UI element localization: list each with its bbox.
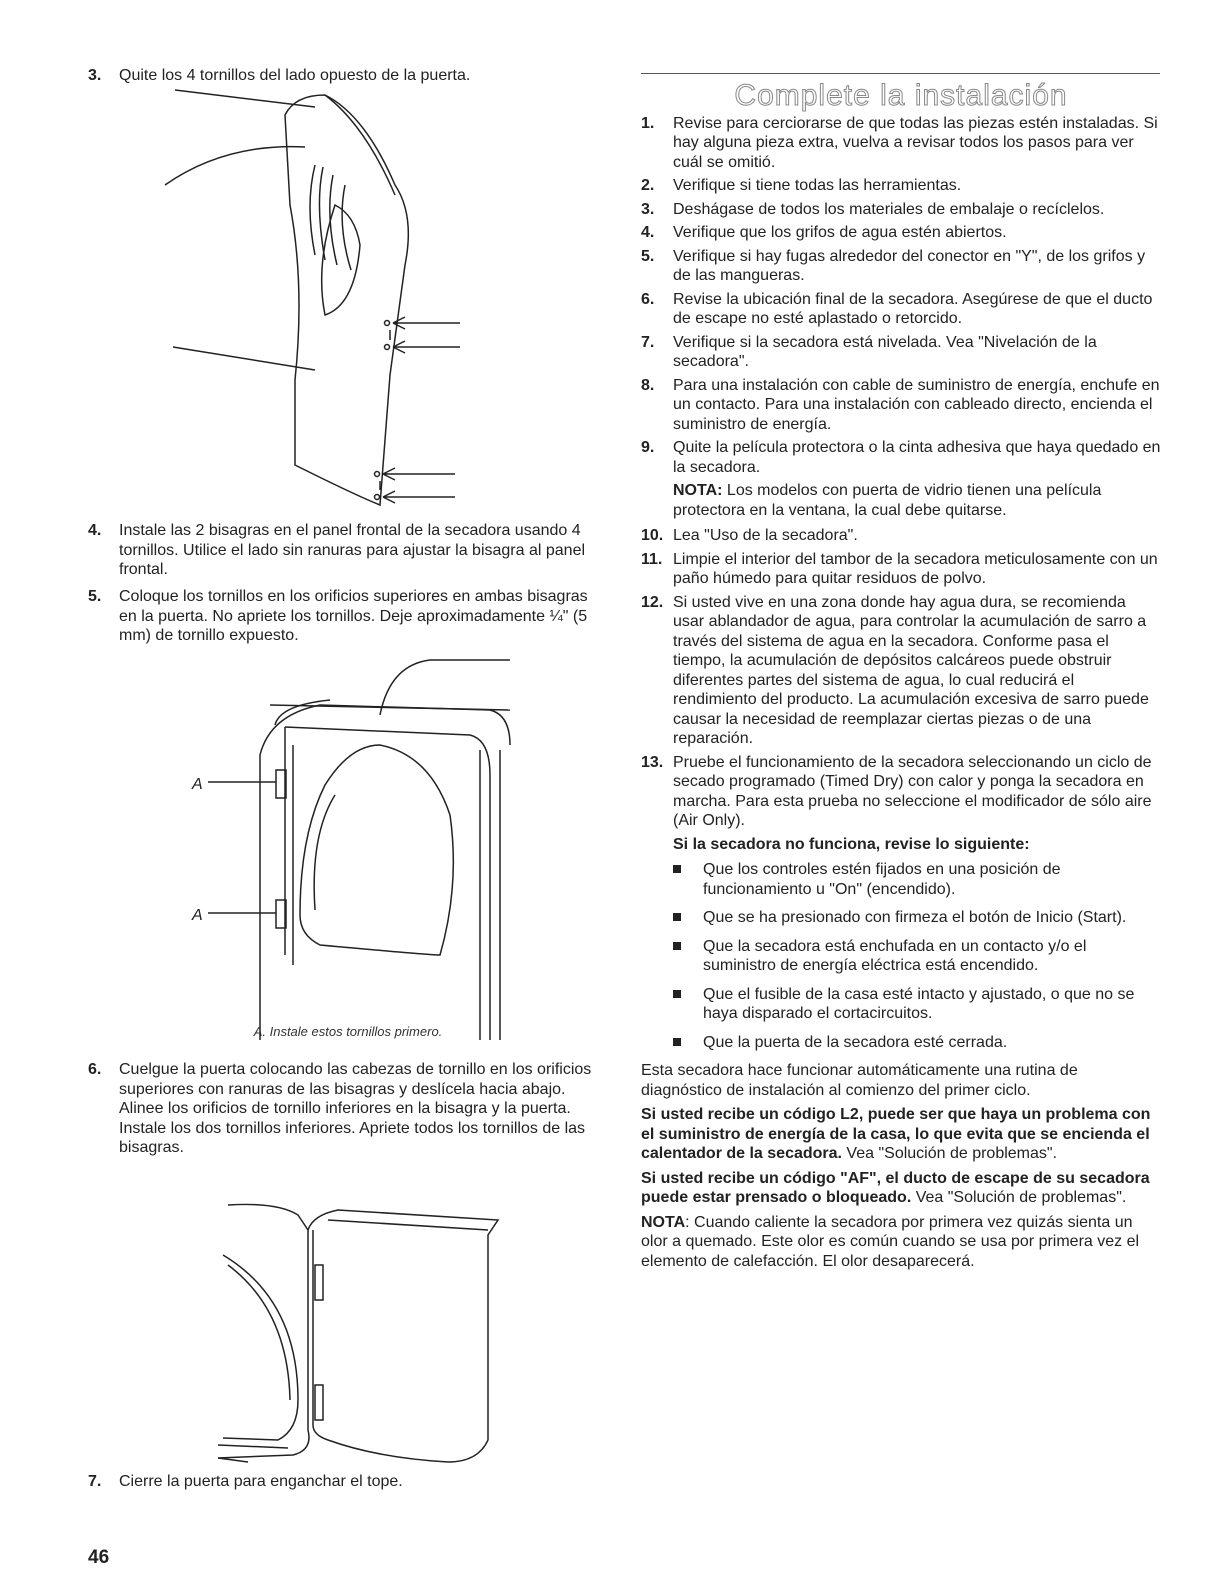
bullet-item: Que la secadora está enchufada en un contacto y/o el suministro de energía eléctrica está encendido. — [703, 937, 1161, 976]
glass-door-note: NOTA: Los modelos con puerta de vidrio tienen una película protectora en la ventana, la cual debe quitarse. — [673, 482, 1102, 519]
door-screws-illustration — [165, 85, 475, 515]
right-column — [641, 80, 1161, 1276]
check-step-9: 9. Quite la película protectora o la cinta adhesiva que haya quedado en la secadora. — [641, 439, 1161, 476]
check-step-10: 10. Lea "Uso de la secadora". — [641, 527, 858, 544]
check-step-2: 2. Verifique si tiene todas las herramientas. — [641, 177, 962, 194]
bullet-item: Que los controles estén fijados en una posición de funcionamiento u "On" (encendido). — [703, 860, 1161, 899]
bullet-item: Que se ha presionado con firmeza el botón de Inicio (Start). — [703, 908, 1161, 928]
diagnostic-paragraph: Esta secadora hace funcionar automáticamente una rutina de diagnóstico de instalación al comienzo del primer ciclo. — [641, 1062, 1078, 1099]
step-4: 4. Instale las 2 bisagras en el panel frontal de la secadora usando 4 tornillos. Utilice el lado sin ranuras para ajustar la bisagra al panel frontal. — [88, 522, 586, 578]
check-step-8: 8. Para una instalación con cable de suministro de energía, enchufe en un contacto. Para una instalación con cableado directo, encienda el suministro de energía. — [641, 376, 1160, 433]
step-3: 3. Quite los 4 tornillos del lado opuesto de la puerta. — [88, 67, 471, 84]
step-6: 6. Cuelgue la puerta colocando las cabezas de tornillo en los orificios superiores con ranuras de las bisagras y deslícela hacia abajo. Alinee los orificios de tornillo inferiores en la bisagra y la puerta. Instale los dos tornillos inferiores. Apriete todos los tornillos de las bisagras. — [88, 1061, 592, 1156]
bullet-item: Que el fusible de la casa esté intacto y ajustado, o que no se haya disparado el cortacircuitos. — [703, 985, 1161, 1024]
af-code-paragraph: Si usted recibe un código "AF", el ducto de escape de su secadora puede estar prensado o bloqueado. Vea "Solución de problemas". — [641, 1169, 1150, 1206]
check-step-12: 12. Si usted vive en una zona donde hay agua dura, se recomienda usar ablandador de agua, para controlar la acumulación de sarro a través del sistema de agua en la secadora. Conforme pasa el tiempo, la acumulación de depósitos calcáreos puede obstruir diferentes partes del sistema de agua, lo cual reducirá el rendimiento del producto. La acumulación excesiva de sarro puede causar la necesidad de reemplazar ciertas piezas o de una reparación. — [641, 593, 1149, 747]
section-divider — [641, 73, 1160, 74]
label-a-top: A — [192, 776, 203, 793]
check-step-11: 11. Limpie el interior del tambor de la secadora meticulosamente con un paño húmedo para quitar residuos de polvo. — [641, 550, 1158, 587]
section-heading: Complete la instalación — [734, 79, 1068, 112]
l2-code-paragraph: Si usted recibe un código L2, puede ser que haya un problema con el suministro de energía de la casa, lo que evita que se encienda el calentador de la secadora. Vea "Solución de problemas". — [641, 1106, 1151, 1162]
page-number: 46 — [88, 1547, 110, 1568]
step-5: 5. Coloque los tornillos en los orificios superiores en ambas bisagras en la puerta. No apriete los tornillos. Deje aproximadamente ¼" (5 mm) de tornillo expuesto. — [88, 588, 588, 644]
check-step-3: 3. Deshágase de todos los materiales de embalaje o recíclelos. — [641, 200, 1105, 218]
check-step-4: 4. Verifique que los grifos de agua estén abiertos. — [641, 224, 1007, 241]
check-step-13: 13. Pruebe el funcionamiento de la secadora seleccionando un ciclo de secado programado (Timed Dry) con calor y ponga la secadora en marcha. Para esta prueba no seleccione el modificador de sólo aire (Air Only). — [641, 753, 1152, 829]
check-step-7: 7. Verifique si la secadora está nivelada. Vea "Nivelación de la secadora". — [641, 333, 1097, 370]
step-7: 7. Cierre la puerta para enganchar el tope. — [88, 1473, 403, 1490]
bullet-item: Que la puerta de la secadora esté cerrada. — [703, 1033, 1161, 1053]
figure-caption: A. Instale estos tornillos primero. — [253, 1024, 443, 1039]
check-step-1: 1. Revise para cerciorarse de que todas las piezas estén instaladas. Si hay alguna pieza extra, vuelva a revisar todos los pasos para ver cuál se omitió. — [641, 114, 1158, 171]
burning-smell-note: NOTA: Cuando caliente la secadora por primera vez quizás sienta un olor a quemado. Este olor es común cuando se usa por primera vez el elemento de calefacción. El olor desaparecerá. — [641, 1213, 1140, 1270]
label-a-bottom: A — [192, 907, 203, 924]
check-step-6: 6. Revise la ubicación final de la secadora. Asegúrese de que el ducto de escape no esté aplastado o retorcido. — [641, 290, 1153, 327]
hinge-install-illustration — [190, 655, 520, 1040]
hung-door-illustration — [218, 1200, 503, 1465]
troubleshoot-heading: Si la secadora no funciona, revise lo siguiente: — [673, 835, 1030, 853]
check-step-5: 5. Verifique si hay fugas alrededor del conector en "Y", de los grifos y de las mangueras. — [641, 247, 1146, 284]
